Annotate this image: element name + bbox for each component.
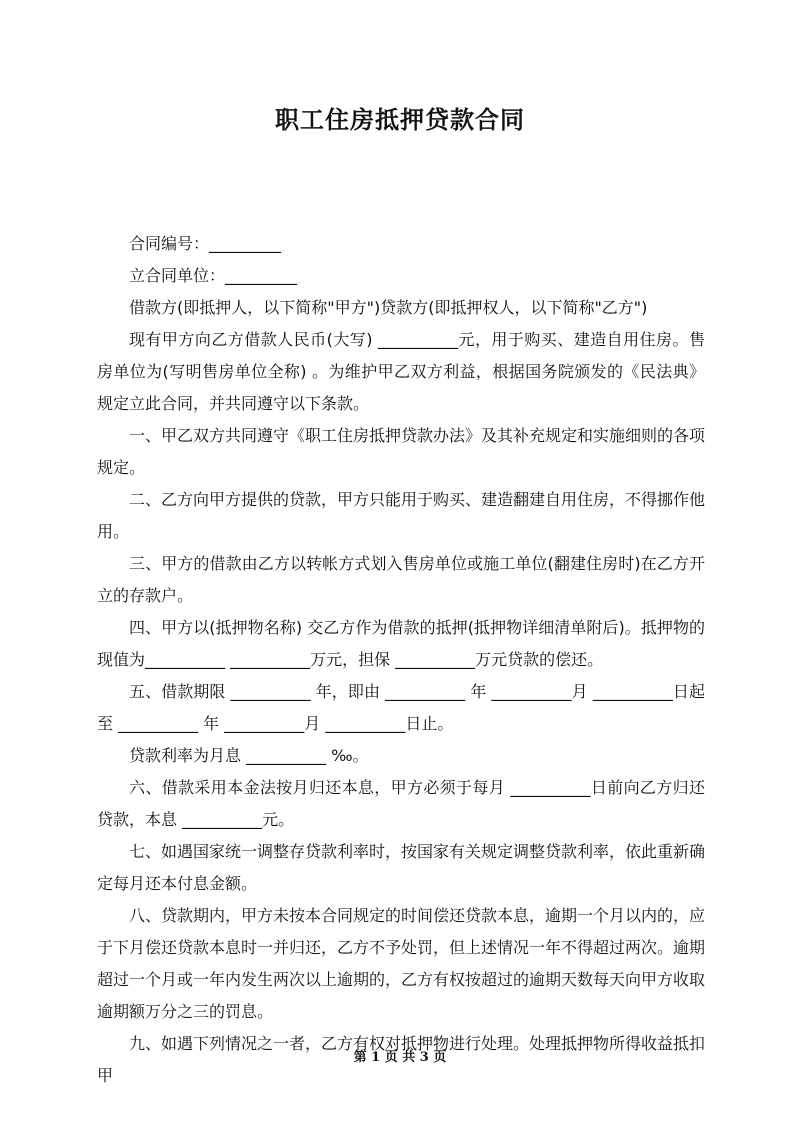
clause-6: 六、借款采用本金法按月归还本息，甲方必须于每月 __________日前向乙方归还贷款，本息 __________元。 bbox=[97, 778, 705, 829]
preamble-paragraph: 现有甲方向乙方借款人民币(大写) __________元，用于购买、建造自用住房。售房单位为(写明售房单位全称) 。为维护甲乙双方利益，根据国务院颁发的《民法典》规定立此合同，并共同遵守以下条款。 bbox=[97, 330, 705, 413]
clause-1: 一、甲乙双方共同遵守《职工住房抵押贷款办法》及其补充规定和实施细则的各项规定。 bbox=[97, 426, 706, 477]
clause-2: 二、乙方向甲方提供的贷款，甲方只能用于购买、建造翻建自用住房，不得挪作他用。 bbox=[97, 490, 706, 541]
clause-5: 五、借款期限 __________ 年，即由 __________ 年 __________月 __________日起至 __________ 年 __________月 __________日止。 bbox=[97, 682, 705, 733]
clause-9: 九、如遇下列情况之一者，乙方有权对抵押物进行处理。处理抵押物所得收益抵扣甲 bbox=[97, 1034, 706, 1085]
clause-7: 七、如遇国家统一调整存贷款利率时，按国家有关规定调整贷款利率，依此重新确定每月还本付息金额。 bbox=[97, 842, 706, 893]
parties-line: 借款方(即抵押人，以下简称"甲方")贷款方(即抵押权人，以下简称"乙方") bbox=[129, 298, 648, 317]
contracting-unit: 立合同单位：_________ bbox=[129, 266, 298, 285]
document-body bbox=[97, 228, 705, 1092]
clause-4: 四、甲方以(抵押物名称) 交乙方作为借款的抵押(抵押物详细清单附后)。抵押物的现值为__________ __________万元，担保 __________万元贷款的偿还。 bbox=[97, 618, 705, 669]
document-title: 职工住房抵押贷款合同 bbox=[275, 106, 525, 134]
page-footer: 第 1 页 共 3 页 bbox=[353, 1050, 447, 1065]
clause-3: 三、甲方的借款由乙方以转帐方式划入售房单位或施工单位(翻建住房时)在乙方开立的存款户。 bbox=[97, 554, 705, 605]
interest-rate-line: 贷款利率为月息 __________ ‰。 bbox=[129, 746, 369, 765]
contract-number: 合同编号：_________ bbox=[129, 234, 282, 253]
clause-8: 八、贷款期内，甲方未按本合同规定的时间偿还贷款本息，逾期一个月以内的，应于下月偿还贷款本息时一并归还，乙方不予处罚，但上述情况一年不得超过两次。逾期超过一个月或一年内发生两次以上逾期的，乙方有权按超过的逾期天数每天向甲方收取逾期额万分之三的罚息。 bbox=[97, 906, 706, 1021]
